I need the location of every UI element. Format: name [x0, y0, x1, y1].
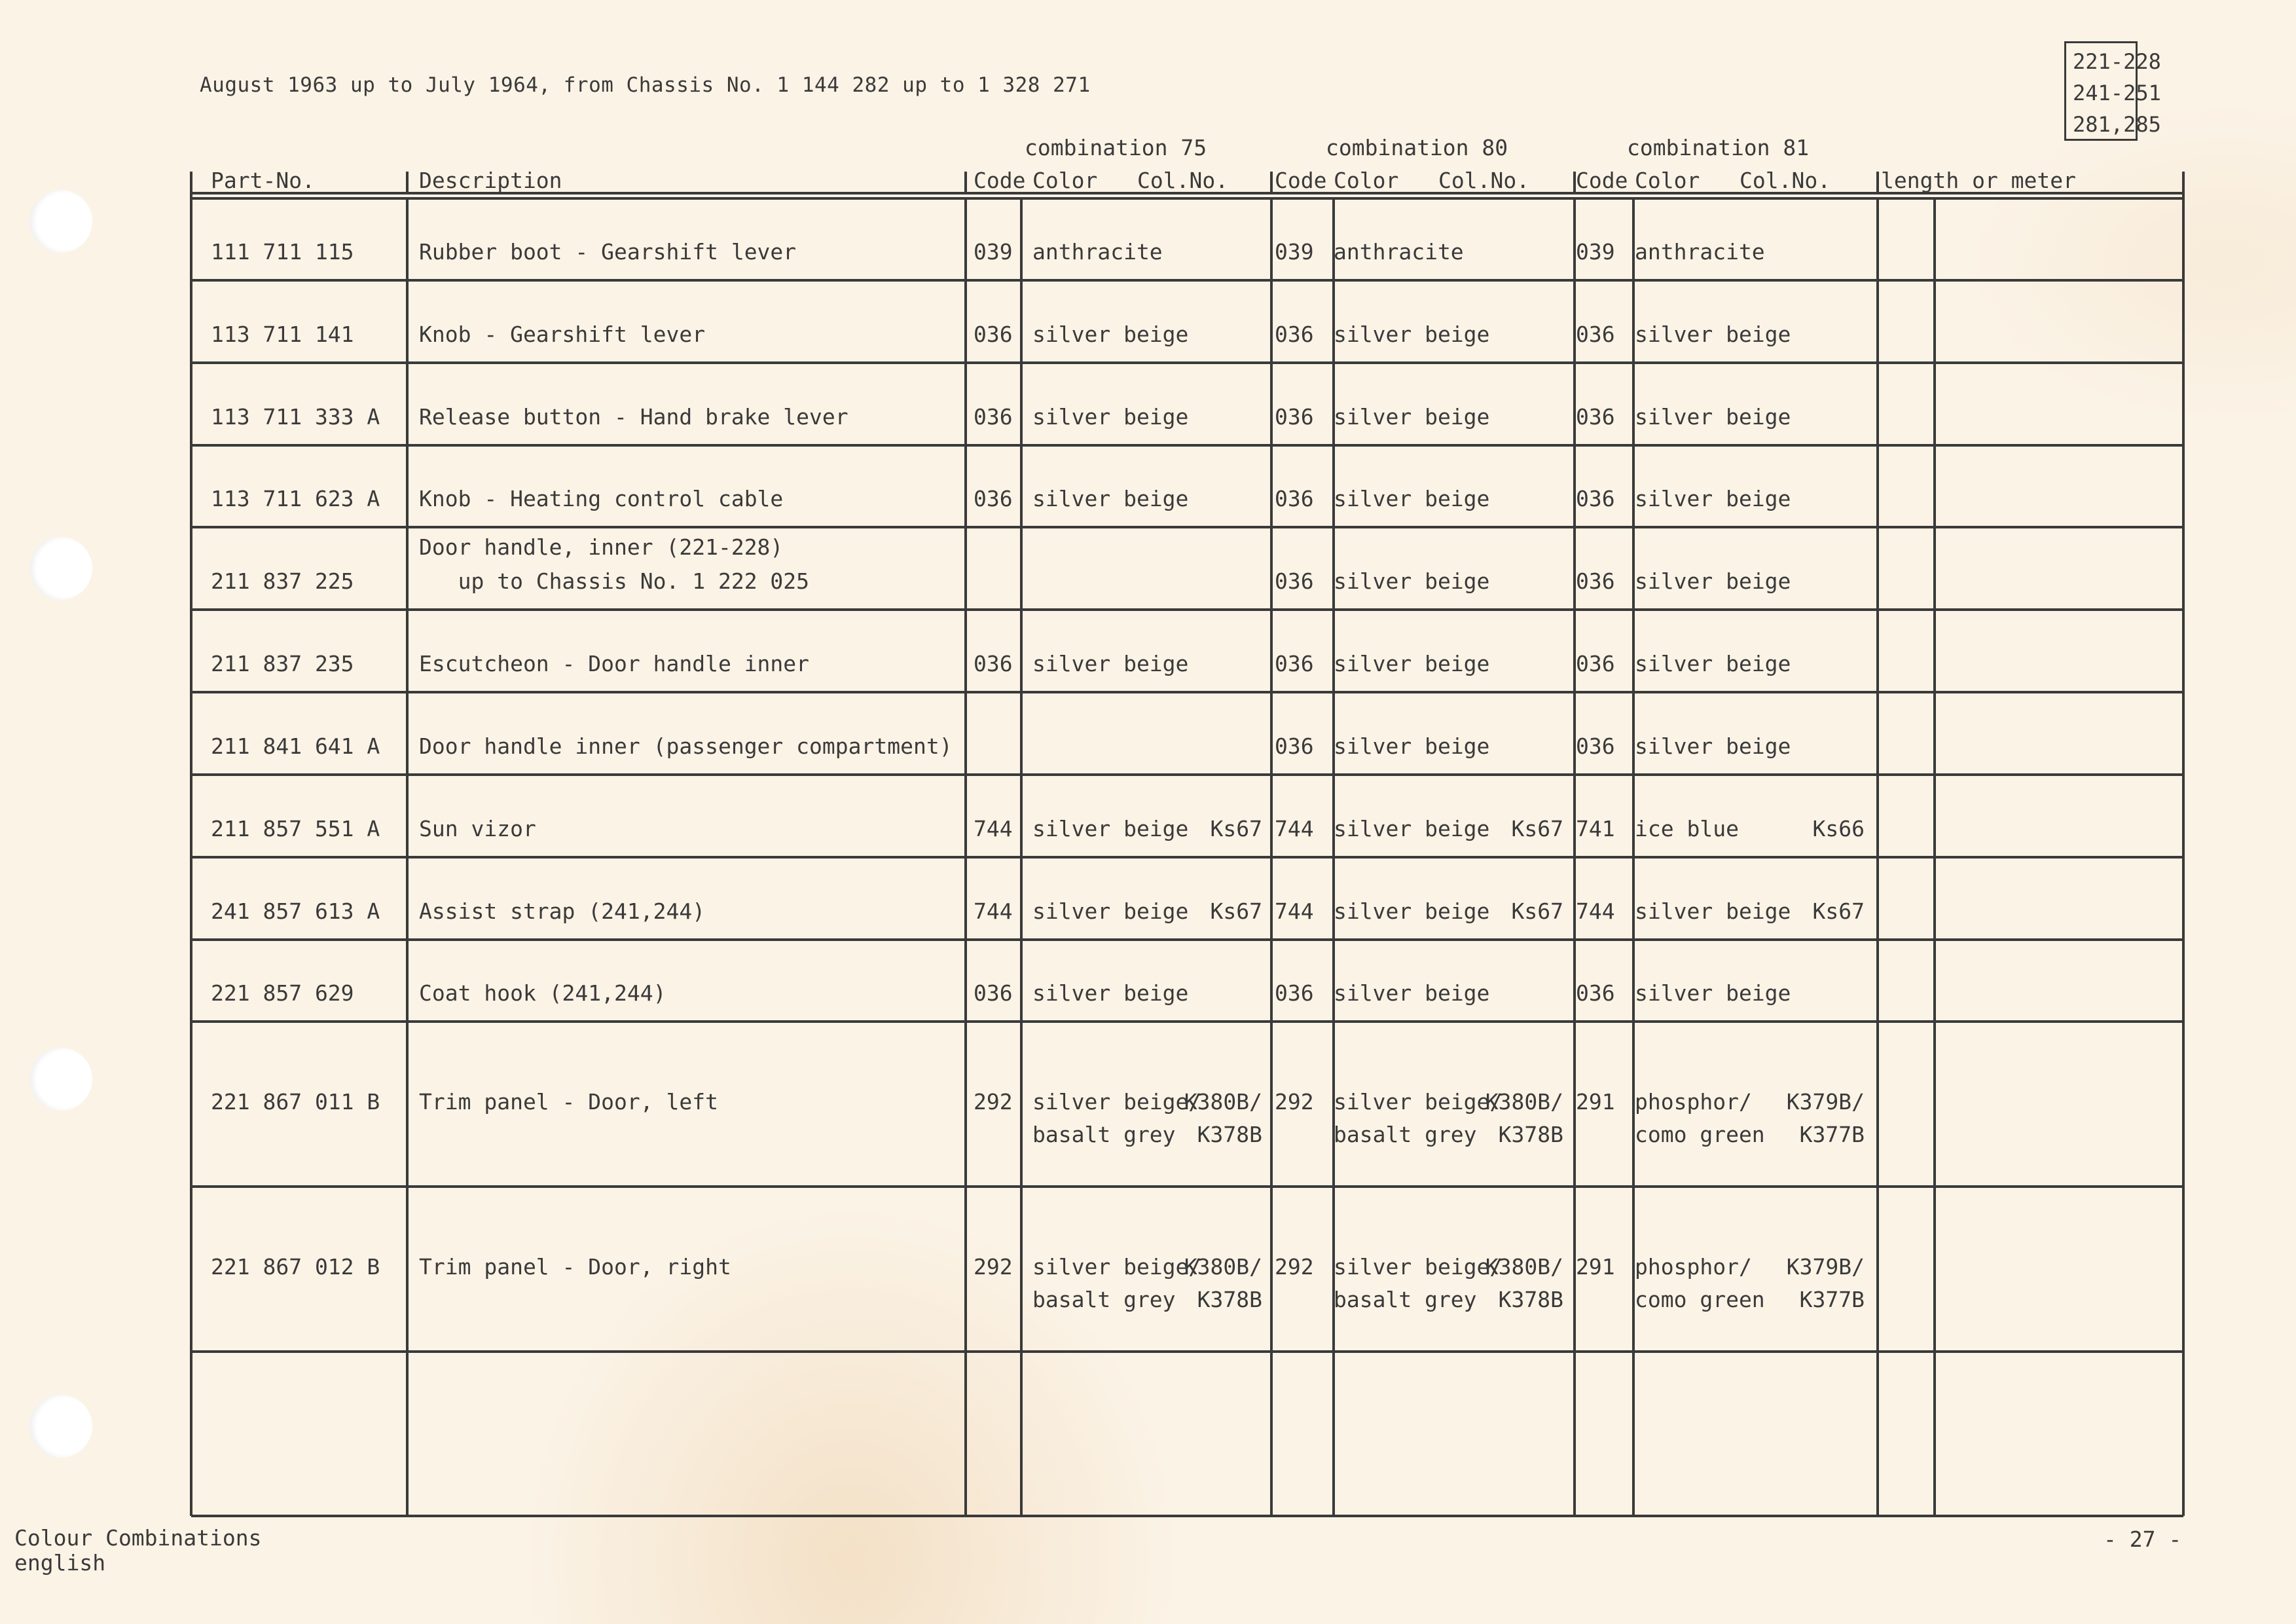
color-code: 036: [1275, 651, 1314, 676]
color-name: ice blue: [1635, 816, 1739, 841]
header-code: Code: [1576, 168, 1628, 193]
color-code: 036: [1275, 733, 1314, 759]
color-number: K378B: [1197, 1287, 1262, 1312]
color-name: silver beige: [1334, 568, 1490, 594]
description: Assist strap (241,244): [419, 898, 706, 924]
color-code: 292: [1275, 1089, 1314, 1115]
color-name: phosphor/: [1635, 1089, 1752, 1115]
color-code: 036: [1576, 486, 1615, 511]
color-number: K380B/: [1485, 1089, 1563, 1115]
color-name: como green: [1635, 1122, 1765, 1147]
part-number: 221 857 629: [211, 980, 354, 1006]
color-name: silver beige: [1334, 486, 1490, 511]
color-name: basalt grey: [1032, 1287, 1176, 1312]
color-code: 744: [1576, 898, 1615, 924]
part-number: 111 711 115: [211, 239, 354, 265]
color-code: 036: [1576, 980, 1615, 1006]
color-name: silver beige/: [1032, 1254, 1202, 1280]
color-name: silver beige: [1635, 733, 1791, 759]
color-name: silver beige: [1032, 486, 1189, 511]
color-number: K378B: [1197, 1122, 1262, 1147]
color-code: 036: [1576, 733, 1615, 759]
part-number: 221 867 012 B: [211, 1254, 380, 1280]
description: up to Chassis No. 1 222 025: [419, 568, 810, 594]
header-combination-75: combination 75: [1025, 135, 1207, 160]
header-code: Code: [974, 168, 1026, 193]
color-number: Ks66: [1812, 816, 1865, 841]
color-code: 291: [1576, 1254, 1615, 1280]
color-name: silver beige: [1032, 322, 1189, 347]
color-name: silver beige: [1032, 816, 1189, 841]
description: Door handle, inner (221-228): [419, 534, 784, 560]
color-code: 036: [1275, 486, 1314, 511]
color-name: silver beige: [1334, 816, 1490, 841]
part-number: 221 867 011 B: [211, 1089, 380, 1115]
model-ref-line: 221-228: [2073, 49, 2161, 74]
color-number: Ks67: [1210, 816, 1262, 841]
header-length-or-meter: length or meter: [1881, 168, 2077, 193]
description: Sun vizor: [419, 816, 536, 841]
color-number: K378B: [1498, 1287, 1563, 1312]
color-number: K379B/: [1786, 1089, 1865, 1115]
color-name: silver beige: [1334, 980, 1490, 1006]
color-code: 036: [1576, 651, 1615, 676]
model-ref-line: 241-251: [2073, 81, 2161, 105]
description: Trim panel - Door, left: [419, 1089, 718, 1115]
description: Trim panel - Door, right: [419, 1254, 731, 1280]
color-code: 741: [1576, 816, 1615, 841]
color-code: 292: [1275, 1254, 1314, 1280]
color-code: 036: [974, 322, 1013, 347]
description: Knob - Gearshift lever: [419, 322, 706, 347]
color-name: silver beige: [1635, 322, 1791, 347]
description: Coat hook (241,244): [419, 980, 666, 1006]
header-description: Description: [419, 168, 562, 193]
color-name: anthracite: [1032, 239, 1163, 265]
part-number: 211 837 225: [211, 568, 354, 594]
color-code: 036: [974, 651, 1013, 676]
color-name: silver beige: [1032, 651, 1189, 676]
color-name: silver beige: [1334, 898, 1490, 924]
color-number: Ks67: [1511, 816, 1563, 841]
description: Release button - Hand brake lever: [419, 404, 848, 430]
color-number: K378B: [1498, 1122, 1563, 1147]
header-part-no: Part-No.: [211, 168, 315, 193]
part-number: 241 857 613 A: [211, 898, 380, 924]
color-name: silver beige: [1334, 733, 1490, 759]
color-name: anthracite: [1635, 239, 1765, 265]
footer-title: Colour Combinations: [14, 1525, 262, 1551]
color-number: K377B: [1799, 1287, 1865, 1312]
color-number: K380B/: [1485, 1254, 1563, 1280]
color-number: Ks67: [1210, 898, 1262, 924]
color-code: 292: [974, 1254, 1013, 1280]
part-number: 113 711 333 A: [211, 404, 380, 430]
color-code: 291: [1576, 1089, 1615, 1115]
part-number: 211 857 551 A: [211, 816, 380, 841]
color-code: 036: [1576, 404, 1615, 430]
color-name: anthracite: [1334, 239, 1464, 265]
color-code: 036: [1275, 568, 1314, 594]
color-name: basalt grey: [1032, 1122, 1176, 1147]
color-code: 744: [974, 898, 1013, 924]
footer-language: english: [14, 1550, 106, 1576]
color-name: silver beige: [1635, 651, 1791, 676]
header-color: Color: [1032, 168, 1098, 193]
color-name: basalt grey: [1334, 1122, 1477, 1147]
color-name: como green: [1635, 1287, 1765, 1312]
color-code: 036: [974, 404, 1013, 430]
header-color: Color: [1635, 168, 1700, 193]
color-code: 036: [974, 486, 1013, 511]
color-code: 036: [1275, 980, 1314, 1006]
part-number: 113 711 141: [211, 322, 354, 347]
header-col-no: Col.No.: [1438, 168, 1530, 193]
color-name: silver beige: [1032, 980, 1189, 1006]
description: Escutcheon - Door handle inner: [419, 651, 810, 676]
color-code: 039: [1275, 239, 1314, 265]
color-code: 036: [1576, 322, 1615, 347]
color-number: Ks67: [1511, 898, 1563, 924]
color-code: 744: [974, 816, 1013, 841]
color-number: K380B/: [1184, 1089, 1262, 1115]
color-code: 036: [1275, 404, 1314, 430]
color-number: K380B/: [1184, 1254, 1262, 1280]
color-name: silver beige: [1334, 322, 1490, 347]
header-combination-81: combination 81: [1627, 135, 1810, 160]
color-code: 039: [974, 239, 1013, 265]
color-name: phosphor/: [1635, 1254, 1752, 1280]
header-code: Code: [1275, 168, 1327, 193]
color-name: silver beige: [1032, 404, 1189, 430]
page-number: - 27 -: [2104, 1526, 2182, 1552]
header-combination-80: combination 80: [1326, 135, 1508, 160]
description: Rubber boot - Gearshift lever: [419, 239, 797, 265]
color-code: 744: [1275, 816, 1314, 841]
color-name: silver beige: [1032, 898, 1189, 924]
description: Door handle inner (passenger compartment): [419, 733, 953, 759]
part-number: 113 711 623 A: [211, 486, 380, 511]
date-chassis-range: August 1963 up to July 1964, from Chassis No. 1 144 282 up to 1 328 271: [200, 73, 1091, 97]
color-code: 036: [974, 980, 1013, 1006]
color-code: 744: [1275, 898, 1314, 924]
header-color: Color: [1334, 168, 1399, 193]
model-ref-line: 281,285: [2073, 112, 2161, 137]
color-name: silver beige: [1635, 980, 1791, 1006]
color-name: silver beige: [1334, 404, 1490, 430]
color-number: K377B: [1799, 1122, 1865, 1147]
color-name: silver beige: [1635, 486, 1791, 511]
color-name: silver beige: [1635, 568, 1791, 594]
color-code: 036: [1576, 568, 1615, 594]
color-number: K379B/: [1786, 1254, 1865, 1280]
header-col-no: Col.No.: [1137, 168, 1229, 193]
color-name: silver beige: [1635, 404, 1791, 430]
color-code: 039: [1576, 239, 1615, 265]
color-name: silver beige/: [1032, 1089, 1202, 1115]
description: Knob - Heating control cable: [419, 486, 784, 511]
color-code: 036: [1275, 322, 1314, 347]
header-col-no: Col.No.: [1740, 168, 1831, 193]
color-name: silver beige/: [1334, 1254, 1503, 1280]
color-name: silver beige: [1635, 898, 1791, 924]
color-code: 292: [974, 1089, 1013, 1115]
part-number: 211 841 641 A: [211, 733, 380, 759]
color-name: basalt grey: [1334, 1287, 1477, 1312]
color-number: Ks67: [1812, 898, 1865, 924]
color-name: silver beige: [1334, 651, 1490, 676]
part-number: 211 837 235: [211, 651, 354, 676]
color-name: silver beige/: [1334, 1089, 1503, 1115]
